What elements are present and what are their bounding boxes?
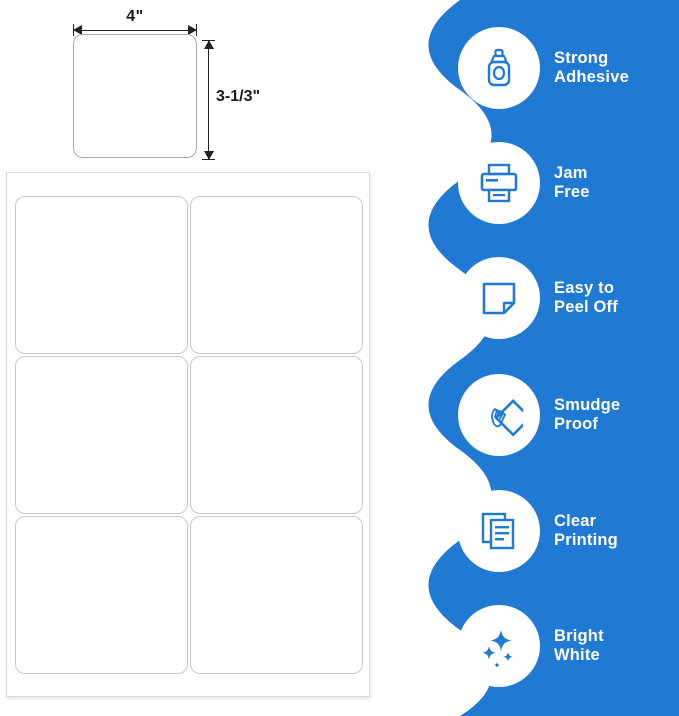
- glue-bottle-icon: [477, 46, 521, 90]
- documents-icon: [476, 508, 522, 554]
- feature-badge: [458, 27, 540, 109]
- feature-label-line2: Printing: [554, 531, 618, 549]
- width-dimension-label: 4": [126, 8, 144, 25]
- feature-label-line1: Clear: [554, 512, 597, 531]
- table-row: [15, 356, 188, 514]
- feature-label-line2: White: [554, 646, 600, 664]
- feature-panel: [400, 0, 679, 716]
- feature-item-clear-printing: [458, 485, 678, 577]
- feature-label-line2: Proof: [554, 415, 599, 433]
- single-label-preview: [73, 34, 197, 158]
- height-cap-top: [202, 40, 215, 41]
- table-row: [190, 516, 363, 674]
- feature-label-line1: Bright: [554, 627, 604, 646]
- hand-wipe-icon: [475, 391, 523, 439]
- peel-corner-icon: [476, 275, 522, 321]
- feature-item-smudge-proof: [458, 369, 678, 461]
- height-dimension-line: [208, 40, 209, 160]
- width-dimension: [73, 8, 197, 36]
- feature-badge: [458, 142, 540, 224]
- feature-badge: [458, 374, 540, 456]
- table-row: [190, 356, 363, 514]
- label-sheet-preview: [6, 172, 370, 697]
- feature-label: [554, 49, 629, 87]
- feature-label-line2: Peel Off: [554, 298, 618, 316]
- feature-item-bright-white: [458, 600, 678, 692]
- width-dimension-line: [73, 30, 197, 31]
- feature-list: [400, 0, 679, 716]
- feature-label-line1: Easy to: [554, 279, 615, 298]
- feature-label-line1: Jam: [554, 164, 588, 183]
- table-row: [15, 196, 188, 354]
- printer-icon: [476, 160, 522, 206]
- feature-label-line1: Strong: [554, 49, 609, 68]
- feature-label-line2: Adhesive: [554, 68, 629, 86]
- feature-label: [554, 627, 604, 665]
- sparkles-icon: [475, 622, 523, 670]
- height-arrow-top-icon: [204, 40, 214, 49]
- table-row: [190, 196, 363, 354]
- feature-label-line2: Free: [554, 183, 590, 201]
- feature-label: [554, 279, 618, 317]
- feature-label: [554, 164, 590, 202]
- feature-item-jam-free: [458, 137, 678, 229]
- height-dimension-label: 3-1/3": [216, 88, 261, 105]
- feature-item-easy-peel-off: [458, 252, 678, 344]
- feature-label: [554, 396, 620, 434]
- height-cap-bottom: [202, 159, 215, 160]
- label-grid: [14, 195, 364, 675]
- feature-label-line1: Smudge: [554, 396, 621, 415]
- width-cap-right: [196, 24, 197, 36]
- feature-badge: [458, 257, 540, 339]
- feature-badge: [458, 490, 540, 572]
- feature-item-strong-adhesive: [458, 22, 678, 114]
- width-cap-left: [73, 24, 74, 36]
- feature-label: [554, 512, 618, 550]
- table-row: [15, 516, 188, 674]
- feature-badge: [458, 605, 540, 687]
